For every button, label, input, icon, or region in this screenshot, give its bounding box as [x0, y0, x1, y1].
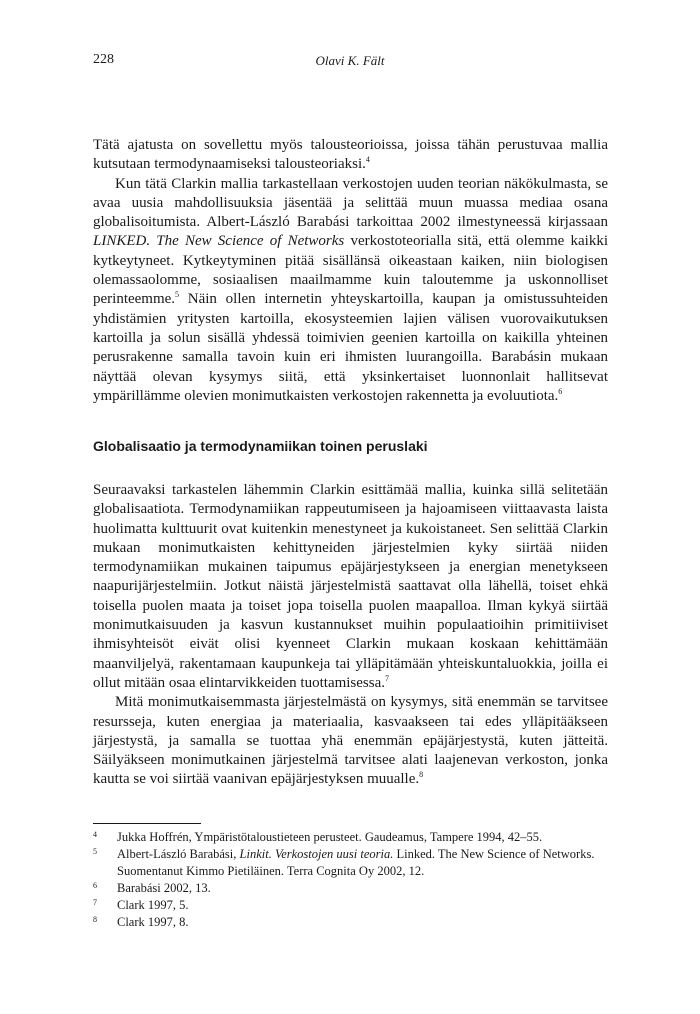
paragraph-1 [93, 136, 608, 175]
footnote-ref-5[interactable]: 5 [175, 290, 180, 300]
footnote-text-a: Albert-László Barabási, [117, 847, 240, 861]
paragraph-4-text: Mitä monimutkaisemmasta järjestelmästä on kysymys, sitä enemmän se tarvitsee resursseja, kuten energiaa ja materiaalia, kasvaakseen tai edes ylläpitääkseen järjestystä, ja samalla se tuottaa yhä enemmän epäjärjestystä, kuten jätteitä. Säilyäkseen monimutkainen järjestelmä tarvitsee alati laajenevan verkoston, jonka kautta se voi siirtää vaanivan epäjärjestyksen muualle. [93, 694, 608, 788]
paragraph-2-text-c: Näin ollen internetin yhteyskartoilla, kaupan ja omistussuhteiden yhdistämien yritysten kartoilla, ekosysteemien lajien välisen vuorovaikutuksen kartoilla ja solun sisällä yhdessä toimivien geenien kartoilla on kaikilla yhteinen perusrakenne samalla tavoin kuin eri ihmisten luurangoilla. Barabásin mukaan näyttää olevan kysymys siitä, että yksinkertaiset luonnonlait hallitsevat ympärillämme olevien monimutkaisten verkostojen rakennetta ja evoluutiota. [93, 291, 608, 404]
section-heading: Globalisaatio ja termodynamiikan toinen peruslaki [93, 438, 428, 454]
footnote-text: Barabási 2002, 13. [117, 881, 211, 895]
footnote [93, 829, 623, 846]
paragraph-4 [93, 693, 608, 789]
body-text-section-1 [93, 136, 608, 406]
footnote-text: Jukka Hoffrén, Ympäristötaloustieteen perusteet. Gaudeamus, Tampere 1994, 42–55. [117, 830, 543, 844]
footnotes [93, 829, 623, 931]
footnote [93, 880, 623, 897]
footnote-number: 7 [93, 898, 97, 907]
body-text-section-2 [93, 481, 608, 790]
paragraph-3-text: Seuraavaksi tarkastelen lähemmin Clarkin esittämää mallia, kuinka sillä selitetään globalisaatiota. Termodynamiikan rappeutumiseen ja hajoamiseen viittaavasta laista huolimatta kulttuurit ovat kuitenkin menestyneet ja kukoistaneet. Sen selittää Clarkin mukaan monimutkaisten kehittyneiden järjestelmien kyky siirtää niiden termodynamiikan mukainen taipumus epäjärjestykseen ja energian menetykseen naapurijärjestelmiin. Jotkut näistä järjestelmistä saattavat olla lähellä, toiset ehkä toisella puolen maata ja toiset jopa toisella puolen maapalloa. Ilman kykyä siirtää monimutkaisuuden ja kasvun kustannukset muihin populaatioihin primitiiviset ihmisyhteisöt eivät olisi kyenneet Clarkin mukaan koskaan kehittämään maanviljelyä, rakentamaan kaupunkeja tai ylläpitämään yhteiskuntaluokkia, joilla ei ollut mitään osaa elintarvikkeiden tuottamisessa. [93, 482, 608, 691]
footnote-book-title: Linkit. Verkostojen uusi teoria. [239, 847, 394, 861]
footnote-text: Clark 1997, 8. [117, 915, 189, 929]
paragraph-2 [93, 175, 608, 407]
footnote-text-b: Linked. The New Science of Networks. Suomentanut Kimmo Pietiläinen. Terra Cognita Oy 2002, 12. [117, 847, 595, 878]
footnote-number: 4 [93, 830, 97, 839]
footnote-divider [93, 823, 201, 824]
footnote-number: 8 [93, 915, 97, 924]
footnote-number: 5 [93, 847, 97, 856]
paragraph-2-text-b: verkostoteorialla sitä, että olemme kaikki kytkeytyneet. Kytkeytyminen pitää sisällänsä oikeastaan kaiken, niin biologisen olemassaolomme, sosiaalisen maailmamme kuin taloutemme ja uskonnolliset perinteemme. [93, 233, 608, 308]
footnote-number: 6 [93, 881, 97, 890]
footnote [93, 846, 623, 880]
footnote-text [117, 846, 623, 880]
footnote-ref-8[interactable]: 8 [419, 770, 424, 780]
footnote [93, 914, 623, 931]
paragraph-1-text: Tätä ajatusta on sovellettu myös talousteorioissa, joissa tähän perustuvaa mallia kutsutaan termodynaamiseksi talousteoriaksi. [93, 137, 608, 173]
paragraph-3 [93, 481, 608, 693]
book-title: LINKED. The New Science of Networks [93, 233, 345, 250]
footnote-text: Clark 1997, 5. [117, 898, 189, 912]
footnote-ref-7[interactable]: 7 [385, 673, 390, 683]
footnote [93, 897, 623, 914]
footnote-ref-4[interactable]: 4 [365, 155, 370, 165]
footnote-ref-6[interactable]: 6 [558, 386, 563, 396]
paragraph-2-text-a: Kun tätä Clarkin mallia tarkastellaan verkostojen uuden teorian näkökulmasta, se avaa uusia mahdollisuuksia jäsentää ja selittää muun muassa mediaa osana globalisoitumista. Albert-László Barabási tarkoittaa 2002 ilmestyneessä kirjassaan [93, 175, 608, 231]
running-head: Olavi K. Fält [315, 53, 385, 68]
page-number: 228 [93, 52, 114, 67]
